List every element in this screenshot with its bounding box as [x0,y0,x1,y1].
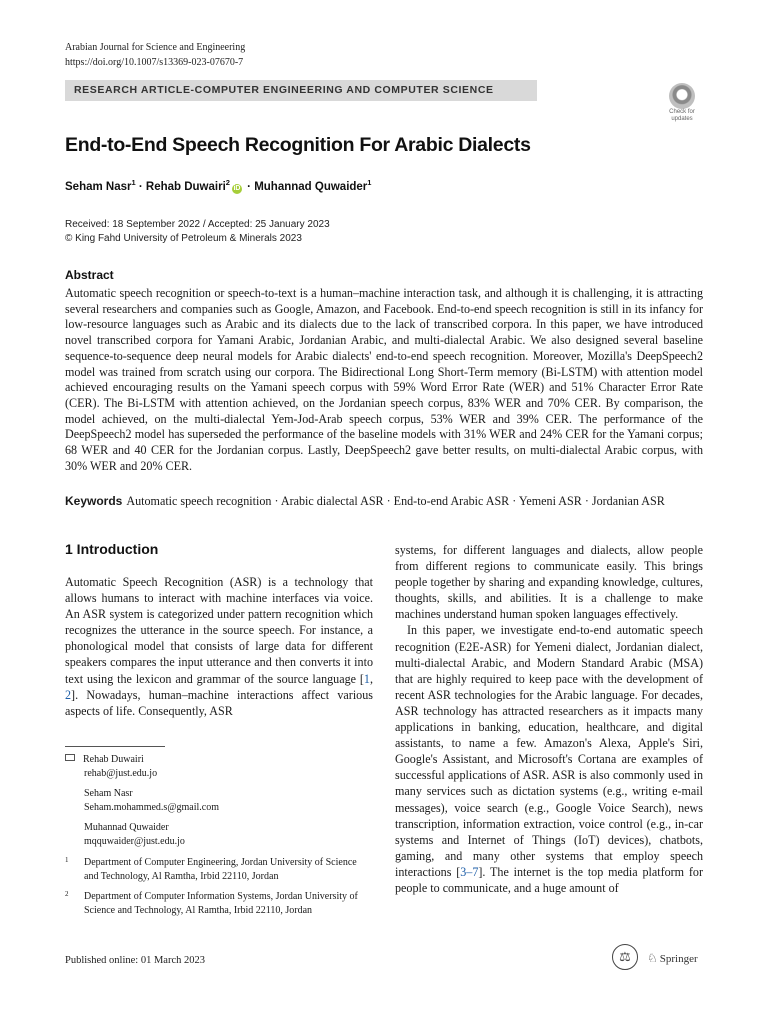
contact-name: Seham Nasr [84,788,133,799]
affiliation-1 [65,856,365,883]
abstract-heading: Abstract [65,268,114,282]
intro-paragraph [65,574,373,719]
springer-wordmark [647,951,698,966]
contact-name: Muhannad Quwaider [84,822,169,833]
doi-link[interactable]: https://doi.org/10.1007/s13369-023-07670-7 [65,57,244,68]
contact-entry [65,753,219,780]
contact-email[interactable]: Seham.mohammed.s@gmail.com [84,801,220,813]
abstract-text: Automatic speech recognition or speech-to-text is a human–machine interaction task, and although it is challenging, it is attracting several researchers and companies such as Google, Amazon, and Facebook. End-to-end speech recognition is still in its infancy for low-resource languages such as Arabic and its dialects due to the lack of transcribed corpora. In this paper, we have introduced novel transcribed corpora for Yamani Arabic, Jordanian Arabic, and multi-dialectal Arabic. We also designed several baseline sequence-to-sequence deep neural models for Arabic dialects' end-to-end speech recognition. Moreover, Mozilla's DeepSpeech2 model was trained from scratch using our corpora. The Bidirectional Long Short-Term memory (Bi-LSTM) with attention model achieved encouraging results on the Yamani speech corpus with 59% Word Error Rate (WER) and 51% Character Error Rate (CER). The Bi-LSTM with attention achieved, on the Jordanian speech corpus, 83% WER and 70% CER. By comparison, the model achieved, on the multi-dialectal Yem-Jod-Arab speech corpus, 53% WER and 39% CER. The performance of the DeepSpeech2 model has superseded the performance of the baseline models with 31% WER and 24% CER for the Yamani corpus; 68 WER and 40 CER for the Jordanian corpus. Lastly, DeepSpeech2 gave better results, on multi-dialectal Arabic corpus, with 30% WER and 20% CER. [65,286,703,473]
author-list [65,178,371,194]
citation-link[interactable]: 2 [65,687,72,702]
keywords [65,494,715,509]
springer-emblem-icon: ⚖ [612,944,638,970]
check-line-2: updates [671,116,693,122]
journal-header [65,40,245,70]
author-name: Rehab Duwairi [145,180,226,193]
author-name: Muhannad Quwaider [254,180,368,193]
affiliation-text: Department of Computer Engineering, Jordan University of Science and Technology, Al Ramtha, Irbid 22110, Jordan [84,857,357,882]
section-heading-introduction: 1 Introduction [65,541,159,557]
affiliation-2 [65,890,365,917]
published-date: Published online: 01 March 2023 [65,955,205,966]
journal-name: Arabian Journal for Science and Engineering [65,42,246,53]
springer-logo[interactable] [612,944,704,974]
received-accepted: Received: 18 September 2022 / Accepted: 25 January 2023 [65,219,330,230]
paragraph-text: ]. Nowadays, human–machine interactions affect various aspects of life. Consequently, ASR [65,687,373,718]
affiliation-number: 2 [65,890,69,898]
check-for-updates-badge[interactable] [662,83,702,125]
publisher-name: Springer [659,953,698,965]
contact-entry [84,787,219,814]
intro-paragraph [395,622,703,896]
contact-entry [84,821,219,848]
citation-link[interactable]: 3–7 [460,864,479,879]
author-affiliation-mark: 2 [225,178,230,187]
correspondence-block [65,753,219,855]
article-type-banner: RESEARCH ARTICLE-COMPUTER ENGINEERING AND COMPUTER SCIENCE [65,80,537,101]
article-dates [65,218,330,246]
paragraph-text: In this paper, we investigate end-to-end automatic speech recognition (E2E-ASR) for Yemeni dialect, Jordanian dialect, multi-dialectal Arabic, and Modern Standard Arabic (MSA) that are highly required to keep pace with the development of recent ASR technologies for the Arabic language. For decades, ASR technology has attracted researchers as it impacts many applications in banking, education, healthcare, and digital assistants, to name a few. Amazon's Alexa, Apple's Siri, Google's Assistant, and Microsoft's Cortana are examples of successful applications of ASR. ASR is also commonly used in many services such as dictation systems (e.g., writing e-mail messages), voice search (e.g., Google Voice Search), news transcription, information extraction, voice control (e.g., in-car systems and Internet of Things (IoT) devices), chatbots, gaming, and many other systems that employ speech interactions [ [395,623,703,879]
author-name: Seham Nasr [65,180,132,193]
paper-title: End-to-End Speech Recognition For Arabic Dialects [65,134,531,156]
paragraph-text: Automatic Speech Recognition (ASR) is a technology that allows humans to interact with machine interfaces via voice. An ASR system is categorized under pattern recognition which recognizes the utterance in the source speech. For instance, a phonological model that consists of large data for different speakers compares the input utterance and then converts it into text using the lexicon and grammar of the source language [ [65,575,373,686]
body-column-left [65,574,373,719]
author-separator: · [243,180,255,193]
keywords-text: Automatic speech recognition · Arabic dialectal ASR · End-to-end Arabic ASR · Yemeni ASR · Jordanian ASR [126,494,665,508]
author-separator: · [135,180,146,193]
orcid-icon[interactable]: iD [233,184,241,192]
affiliation-number: 1 [65,856,69,864]
copyright: © King Fahd University of Petroleum & Minerals 2023 [65,233,302,244]
body-column-right [395,542,703,896]
keywords-label: Keywords [65,494,123,508]
contact-email[interactable]: mqquwaider@just.edu.jo [84,835,185,847]
author-affiliation-mark: 1 [131,178,136,187]
check-line-1: Check for [669,109,695,115]
springer-horse-icon: ♘ [647,951,658,965]
envelope-icon [65,754,75,761]
contact-email[interactable]: rehab@just.edu.jo [84,767,158,779]
citation-link[interactable]: 1 [363,671,370,686]
author-affiliation-mark: 1 [367,178,372,187]
paragraph-text: ]. The internet is the top media platform for people to communicate, and a huge amount of [395,864,703,895]
footnote-divider [65,746,165,747]
intro-paragraph: systems, for different languages and dialects, allow people from different regions to communicate easily. This brings people together by sharing and expanding knowledge, cultures, thoughts, skills, and abilities. It is a challenge to make machines understand human spoken languages effectively. [395,543,703,622]
contact-name: Rehab Duwairi [83,754,144,765]
citation-separator: , [369,671,373,686]
affiliation-text: Department of Computer Information Systems, Jordan University of Science and Technology, Al Ramtha, Irbid 22110, Jordan [84,891,358,916]
check-for-updates-icon [669,83,695,109]
